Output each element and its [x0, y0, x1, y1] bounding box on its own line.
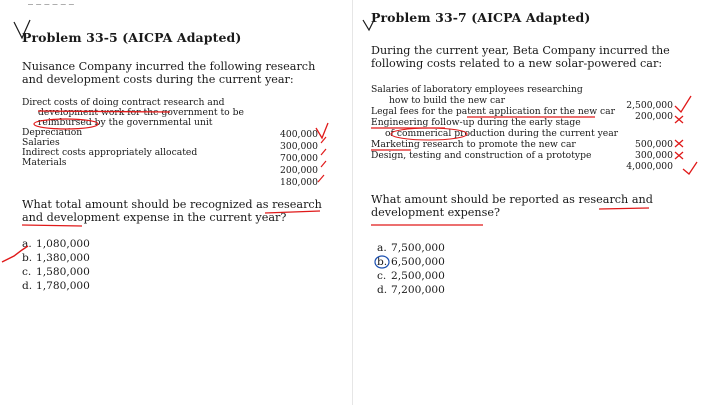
cost-item-amount: 700,000 [280, 153, 318, 164]
option-value: 1,780,000 [36, 280, 90, 292]
problem-question: What amount should be reported as research and development expense? [371, 193, 653, 219]
problem-33-7-page [352, 0, 720, 405]
cost-item-label: Indirect costs appropriately allocated [22, 147, 198, 158]
circled-answer-b [375, 256, 389, 268]
check-mark [318, 175, 324, 182]
cost-item-amount: 300,000 [635, 150, 673, 161]
check-mark [321, 161, 326, 167]
option-letter: d. [377, 284, 388, 296]
cost-item-amount: 300,000 [280, 141, 318, 152]
title-check-mark [14, 20, 30, 38]
underline-research [265, 211, 320, 213]
cost-item-label: Design, testing and construction of a prototype [371, 150, 592, 161]
circle-commercial-production [391, 128, 467, 140]
cost-item-amount: 400,000 [280, 129, 318, 140]
check-mark [321, 149, 326, 155]
x-mark [675, 152, 683, 159]
answer-slash-mark [2, 246, 28, 262]
cost-item-amount: 500,000 [635, 139, 673, 150]
problem-33-5-page [0, 0, 352, 405]
option-value: 1,580,000 [36, 266, 90, 278]
cost-item-amount: 200,000 [635, 111, 673, 122]
check-mark [683, 162, 697, 174]
cost-item-label: reimbursed by the governmental unit [38, 117, 213, 128]
cost-item-label: how to build the new car [389, 95, 505, 106]
option-letter: c. [22, 266, 32, 278]
option-letter: b. [22, 252, 33, 264]
option-value: 1,080,000 [36, 238, 90, 250]
cost-item-label: Marketing research to promote the new car [371, 139, 576, 150]
underline-development [38, 111, 170, 112]
cost-item-amount: 180,000 [280, 177, 318, 188]
cost-item-amount: 2,500,000 [626, 100, 673, 111]
option-value: 2,500,000 [391, 270, 445, 282]
cost-item-label: Legal fees for the patent application for the new car [371, 106, 615, 117]
option-value: 7,500,000 [391, 242, 445, 254]
check-mark [675, 96, 691, 112]
cost-item-label: Engineering follow-up during the early stage [371, 117, 581, 128]
handwritten-annotations [0, 0, 352, 405]
option-value: 1,380,000 [36, 252, 90, 264]
cost-item-label: Direct costs of doing contract research and [22, 97, 225, 108]
problem-intro: During the current year, Beta Company incurred the following costs related to a new solar-powered car: [371, 44, 670, 70]
cost-item-label: Materials [22, 157, 67, 168]
cost-item-label: Salaries [22, 137, 60, 148]
problem-intro: Nuisance Company incurred the following research and development costs during the current year: [22, 60, 316, 86]
option-value: 7,200,000 [391, 284, 445, 296]
cost-item-label: of commerical production during the current year [385, 128, 619, 139]
problem-title: Problem 33-5 (AICPA Adapted) [22, 30, 242, 45]
cost-item-label: Salaries of laboratory employees researching [371, 84, 583, 95]
x-mark [675, 116, 683, 123]
option-letter: a. [377, 242, 387, 254]
cost-item-label: development work for the government to be [38, 107, 244, 118]
handwritten-annotations [353, 0, 720, 405]
cost-item-amount: 200,000 [280, 165, 318, 176]
cost-item-amount: 4,000,000 [626, 161, 673, 172]
option-value: 6,500,000 [391, 256, 445, 268]
circle-reimbursed [34, 119, 98, 129]
cost-item-label: Depreciation [22, 127, 83, 138]
option-letter: a. [22, 238, 32, 250]
option-letter: d. [22, 280, 33, 292]
underline-research [599, 208, 649, 209]
option-letter: b. [377, 256, 388, 268]
x-mark [675, 140, 683, 147]
problem-question: What total amount should be recognized as research and development expense in the current year? [22, 198, 322, 224]
x-mark [316, 123, 328, 138]
title-check-mark [363, 18, 375, 30]
underline-development-expense [22, 225, 82, 226]
option-letter: c. [377, 270, 387, 282]
problem-title: Problem 33-7 (AICPA Adapted) [371, 10, 591, 25]
